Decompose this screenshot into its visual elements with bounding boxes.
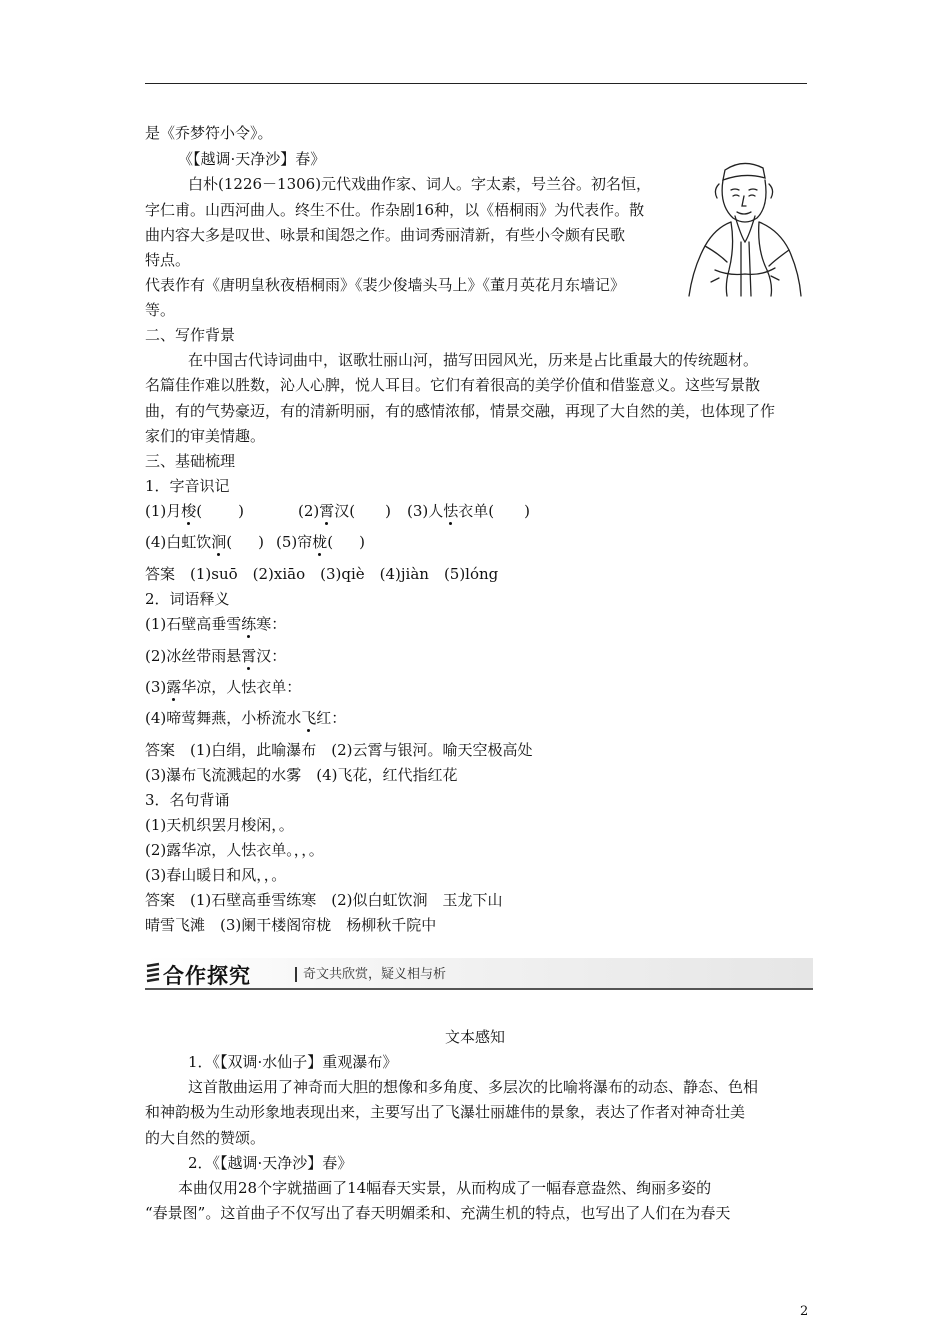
section-heading: 三、基础梳理 — [145, 452, 236, 470]
subsection-heading: 1．字音识记 — [145, 477, 230, 495]
answer-line: 答案 (1)suō (2)xiāo (3)qiè (4)jiàn (5)lóng — [145, 565, 499, 583]
answer-line: 答案 (1)白绢，此喻瀑布 (2)云霄与银河。喻天空极高处 — [145, 741, 533, 759]
paragraph-line: 名篇佳作难以胜数，沁人心脾，悦人耳目。它们有着很高的美学价值和借鉴意义。这些写景散 — [145, 376, 761, 394]
intro-line: 是《乔梦符小令》。 — [145, 124, 273, 142]
vocab-item: (2)冰丝带雨悬霄汉： — [145, 647, 287, 665]
subsection-heading: 2．词语释义 — [145, 590, 230, 608]
paragraph-line: 这首散曲运用了神奇而大胆的想像和多角度、多层次的比喻将瀑布的动态、静态、色相 — [188, 1078, 759, 1096]
pronunciation-question-row: (1)月梭( ) (2)霄汉( ) (3)人怯衣单( ) — [145, 502, 530, 520]
work-title: 《【越调·天净沙】春》 — [178, 150, 326, 168]
banner-underline — [145, 988, 813, 990]
page-number: 2 — [800, 1304, 809, 1319]
pronunciation-question-row: (4)白虹饮涧( ) (5)帘栊( ) — [145, 533, 365, 551]
bio-line: 白朴(1226－1306)元代戏曲作家、词人。字太素，号兰谷。初名恒， — [188, 175, 652, 193]
section-heading: 文本感知 — [444, 1028, 505, 1046]
bio-line: 代表作有《唐明皇秋夜梧桐雨》《裴少俊墙头马上》《董月英花月东墙记》 — [145, 276, 626, 294]
recite-item: (3)春山暖日和风，，。 — [145, 866, 287, 884]
paragraph-line: 在中国古代诗词曲中，讴歌壮丽山河，描写田园风光，历来是占比重最大的传统题材。 — [188, 351, 759, 369]
vocab-item: (3)露华凉，人怯衣单： — [145, 678, 302, 696]
author-portrait — [675, 150, 813, 300]
paragraph-line: 的大自然的赞颂。 — [145, 1129, 266, 1147]
recite-item: (2)露华凉，人怯衣单。，，。 — [145, 841, 324, 859]
header-rule — [145, 83, 807, 84]
answer-line: 答案 (1)石壁高垂雪练寒 (2)似白虹饮涧 玉龙下山 — [145, 891, 503, 909]
paragraph-line: 和神韵极为生动形象地表现出来，主要写出了飞瀑壮丽雄伟的景象，表达了作者对神奇壮美 — [145, 1103, 746, 1121]
bio-line: 等。 — [145, 301, 176, 319]
item-title: 1．《【双调·水仙子】重观瀑布》 — [188, 1053, 398, 1071]
paragraph-line: 家们的审美情趣。 — [145, 427, 266, 445]
item-title: 2．《【越调·天净沙】春》 — [188, 1154, 353, 1172]
banner-stripes-icon — [145, 962, 163, 984]
paragraph-line: “春景图”。这首曲子不仅写出了春天明媚柔和、充满生机的特点，也写出了人们在为春天 — [145, 1204, 731, 1222]
answer-line: 晴雪飞滩 (3)阑干楼阁帘栊 杨柳秋千院中 — [145, 916, 437, 934]
vocab-item: (4)啼莺舞燕，小桥流水飞红： — [145, 709, 347, 727]
vocab-item: (1)石壁高垂雪练寒： — [145, 615, 287, 633]
bio-line: 特点。 — [145, 251, 191, 269]
section-banner — [145, 958, 813, 992]
banner-title: 合作探究 — [163, 964, 251, 988]
subsection-heading: 3．名句背诵 — [145, 791, 230, 809]
section-heading: 二、写作背景 — [145, 326, 236, 344]
paragraph-line: 本曲仅用28个字就描画了14幅春天实景，从而构成了一幅春意盎然、绚丽多姿的 — [178, 1179, 712, 1197]
paragraph-line: 曲，有的气势豪迈，有的清新明丽，有的感情浓郁，情景交融，再现了大自然的美，也体现了作 — [145, 402, 776, 420]
recite-item: (1)天机织罢月梭闲，。 — [145, 816, 294, 834]
bio-line: 曲内容大多是叹世、咏景和闺怨之作。曲词秀丽清新，有些小令颇有民歌 — [145, 226, 626, 244]
banner-subtitle: 奇文共欣赏，疑义相与析 — [295, 967, 446, 982]
answer-line: (3)瀑布飞流溅起的水雾 (4)飞花，红代指红花 — [145, 766, 458, 784]
bio-line: 字仁甫。山西河曲人。终生不仕。作杂剧16种，以《梧桐雨》为代表作。散 — [145, 201, 645, 219]
